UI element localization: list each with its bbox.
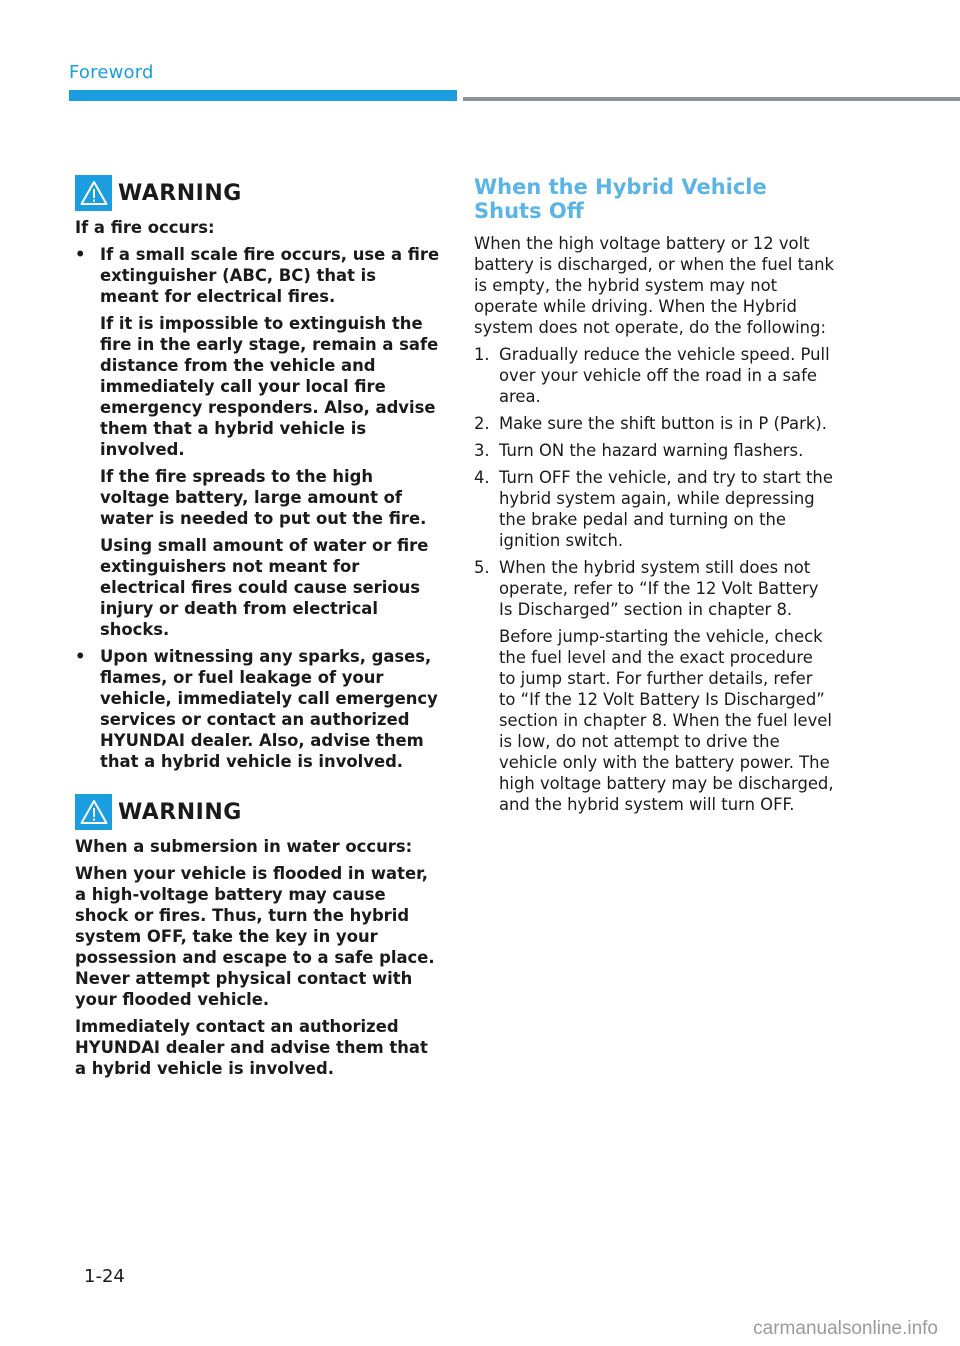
step-text: Turn OFF the vehicle, and try to start the hybrid system again, while depressing the brake pedal and turning on the ignition switch. [499, 468, 833, 550]
warning-paragraph: When your vehicle is flooded in water, a high-voltage battery may cause shock or fires. Thus, turn the hybrid system OFF, take the key in your possession and escape to a safe place. Never attempt physical contact with your flooded vehicle. [75, 864, 435, 1009]
warning-triangle-icon [75, 794, 112, 830]
step-text: Turn ON the hazard warning flashers. [499, 441, 804, 460]
warning-triangle-icon [75, 175, 112, 211]
warning-paragraph: Using small amount of water or fire extinguishers not meant for electrical fires could cause serious injury or death from electrical shocks. [100, 536, 429, 639]
list-item [474, 413, 834, 434]
step-number: 5. [474, 558, 490, 577]
warning-label: WARNING [118, 180, 242, 206]
bullet-item [75, 646, 440, 772]
step-text: When the hybrid system still does not operate, refer to “If the 12 Volt Battery Is Discharged” section in chapter 8. [499, 558, 819, 619]
warning-intro: When a submersion in water occurs: [75, 837, 413, 856]
warning-paragraph: Immediately contact an authorized HYUNDAI dealer and advise them that a hybrid vehicle is involved. [75, 1017, 428, 1078]
warning-label: WARNING [118, 799, 242, 825]
step-number: 4. [474, 468, 490, 487]
bullet-text: If a small scale fire occurs, use a fire extinguisher (ABC, BC) that is meant for electrical fires. [100, 245, 440, 306]
step-number: 2. [474, 414, 490, 433]
list-item [474, 557, 834, 620]
step-number: 3. [474, 441, 490, 460]
header-accent-bar [69, 90, 457, 101]
header-rule [463, 97, 960, 101]
list-item [474, 467, 834, 551]
bullet-dot: • [75, 245, 86, 264]
warning-paragraph: If the fire spreads to the high voltage battery, large amount of water is needed to put out the fire. [100, 467, 427, 528]
step-text: Make sure the shift button is in P (Park). [499, 414, 827, 433]
warning-heading-submersion [75, 794, 440, 830]
bullet-item [75, 244, 440, 307]
list-item [474, 440, 834, 461]
warning-intro: If a fire occurs: [75, 218, 215, 237]
page-number: 1-24 [84, 1266, 125, 1287]
section-title: When the Hybrid Vehicle Shuts Off [474, 175, 767, 223]
warning-heading-fire [75, 175, 440, 211]
section-header-title: Foreword [69, 62, 154, 83]
list-item [474, 344, 834, 407]
bullet-dot: • [75, 647, 86, 666]
watermark: carmanualsonline.info [753, 1318, 938, 1339]
bullet-text: Upon witnessing any sparks, gases, flames, or fuel leakage of your vehicle, immediately call emergency services or contact an authorized HYUNDAI dealer. Also, advise them that a hybrid vehicle is involved. [100, 647, 438, 771]
warning-paragraph: If it is impossible to extinguish the fire in the early stage, remain a safe distance from the vehicle and immediately call your local fire emergency responders. Also, advise them that a hybrid vehicle is involved. [100, 314, 439, 459]
step-text: Gradually reduce the vehicle speed. Pull over your vehicle off the road in a safe area. [499, 345, 830, 406]
step-note: Before jump-starting the vehicle, check the fuel level and the exact procedure to jump start. For further details, refer to “If the 12 Volt Battery Is Discharged” section in chapter 8. When the fuel level is low, do not attempt to drive the vehicle only with the battery power. The high voltage battery may be discharged, and the hybrid system will turn OFF. [499, 627, 834, 814]
step-number: 1. [474, 345, 490, 364]
section-intro: When the high voltage battery or 12 volt battery is discharged, or when the fuel tank is empty, the hybrid system may not operate while driving. When the Hybrid system does not operate, do the following: [474, 234, 834, 337]
left-column [75, 175, 440, 1085]
right-column [474, 175, 834, 821]
